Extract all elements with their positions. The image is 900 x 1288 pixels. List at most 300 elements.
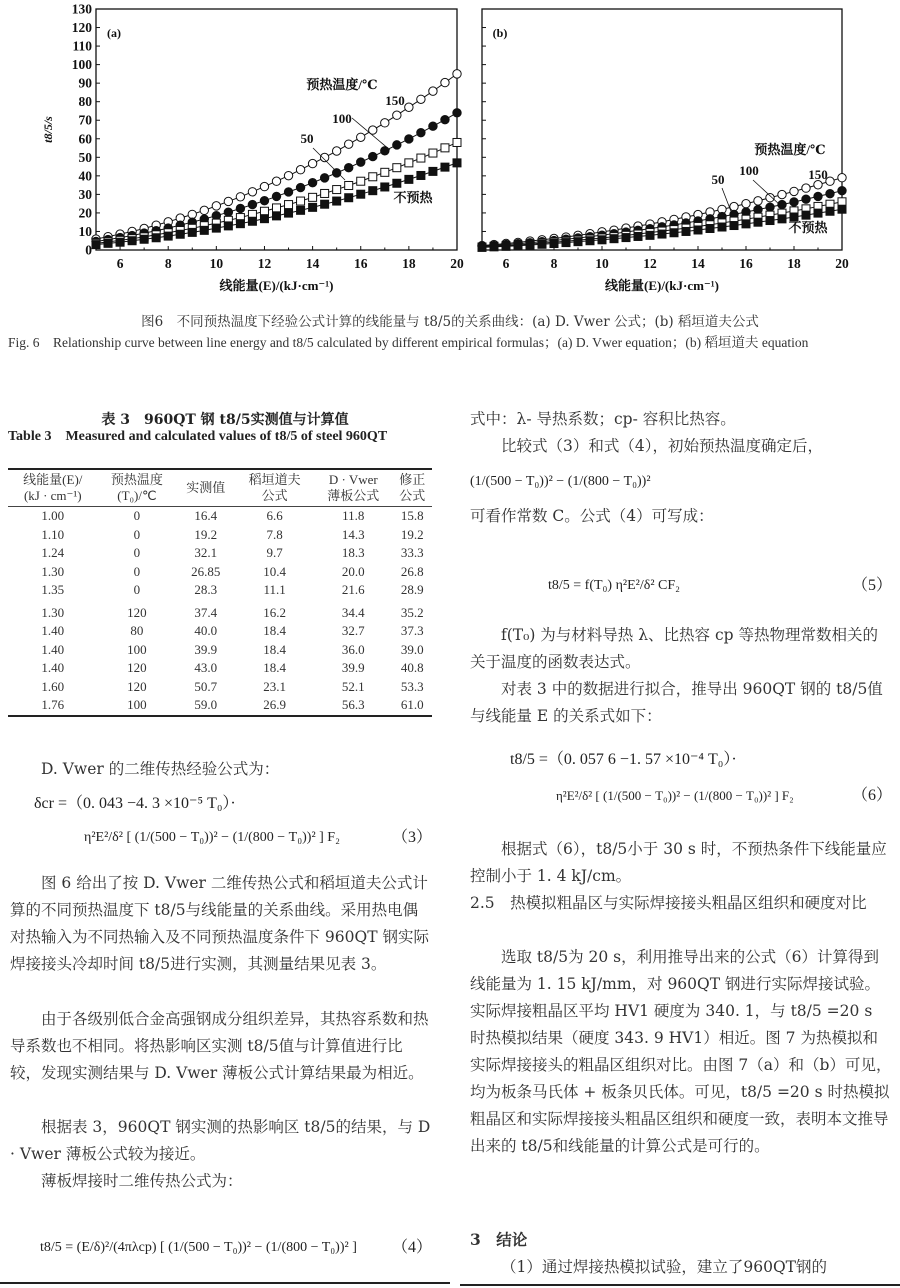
data-point xyxy=(309,193,317,201)
table-header-cell xyxy=(98,469,177,507)
x-axis-label: 线能量(E)/(kJ·cm⁻¹) xyxy=(604,278,720,293)
data-point xyxy=(381,168,389,176)
data-point xyxy=(260,215,268,223)
x-tick-label: 6 xyxy=(502,256,510,271)
data-point xyxy=(381,183,389,191)
table-cell: 0 xyxy=(133,563,141,579)
table-cell: 14.3 xyxy=(341,526,365,542)
data-point xyxy=(284,171,292,179)
data-point xyxy=(766,194,774,202)
table-row xyxy=(8,526,432,545)
data-point xyxy=(802,211,810,219)
column-divider-left xyxy=(0,1282,450,1284)
chart-a xyxy=(0,0,470,300)
y-tick-label: 0 xyxy=(85,242,92,258)
table-cell: 9.7 xyxy=(266,545,283,560)
data-point xyxy=(248,217,256,225)
section-2-5-heading: 2.5 热模拟粗晶区与实际焊接接头粗晶区组织和硬度对比 xyxy=(470,894,867,912)
data-point xyxy=(598,236,606,244)
data-point xyxy=(405,159,413,167)
series-annotation: 150 xyxy=(385,93,405,108)
table-cell: 21.6 xyxy=(341,582,365,597)
data-point xyxy=(212,224,220,232)
x-tick-label: 8 xyxy=(550,256,558,271)
data-point xyxy=(405,135,413,143)
table-cell: 0 xyxy=(133,582,141,597)
paragraph-f-t0: f(T₀) 为与材料导热 λ、比热容 cp 等热物理常数相关的关于温度的函数表达式。 xyxy=(470,626,879,671)
table-header-text: 预热温度 xyxy=(110,472,163,487)
data-point xyxy=(332,147,340,155)
data-point xyxy=(417,154,425,162)
data-point xyxy=(838,174,846,182)
table-row xyxy=(8,600,432,623)
data-point xyxy=(284,188,292,196)
data-point xyxy=(345,163,353,171)
table-cell: 43.0 xyxy=(194,660,218,675)
data-point xyxy=(272,192,280,200)
table-cell: 0 xyxy=(133,508,141,523)
data-point xyxy=(718,223,726,231)
data-point xyxy=(273,212,281,220)
y-tick-label: 20 xyxy=(78,205,92,221)
data-point xyxy=(742,199,750,207)
data-point xyxy=(393,141,401,149)
data-point xyxy=(273,204,281,212)
table-header-text: (T₀)/℃ xyxy=(117,488,157,503)
data-point xyxy=(321,200,329,208)
table-header-text: D · Vwer xyxy=(328,472,378,487)
data-point xyxy=(285,209,293,217)
table-cell: 39.9 xyxy=(194,641,218,657)
table-cell: 80 xyxy=(130,623,144,638)
table-title-en: Table 3 Measured and calculated values of t8/5 of steel 960QT xyxy=(8,429,388,444)
legend-title: 预热温度/℃ xyxy=(306,77,378,92)
y-tick-label: 70 xyxy=(78,112,92,128)
data-point xyxy=(285,201,293,209)
data-point xyxy=(754,205,762,213)
data-point xyxy=(393,164,401,172)
data-point xyxy=(814,192,822,200)
table-row xyxy=(8,659,432,678)
data-point xyxy=(802,195,810,203)
data-point xyxy=(754,218,762,226)
table-cell: 39.0 xyxy=(400,641,424,657)
series-annotation: 不预热 xyxy=(788,220,828,235)
data-point xyxy=(236,204,244,212)
data-point xyxy=(838,205,846,213)
data-point xyxy=(478,243,486,251)
table-cell: 50.7 xyxy=(194,678,218,694)
data-point xyxy=(514,242,522,250)
table-cell: 56.3 xyxy=(314,696,393,716)
paragraph-table3-result: 根据表 3，960QT 钢实测的热影响区 t8/5的结果，与 D · Vwer 薄板公式较为接近。 xyxy=(10,1118,431,1163)
data-point xyxy=(140,235,148,243)
data-point xyxy=(320,174,328,182)
x-tick-label: 16 xyxy=(739,256,753,271)
table-cell: 1.10 xyxy=(41,526,65,542)
series-annotation: 150 xyxy=(808,167,828,182)
data-point xyxy=(622,234,630,242)
table-cell: 37.3 xyxy=(400,623,424,638)
data-point xyxy=(92,241,100,249)
expression-constant-c: (1/(500 − T₀))² − (1/(800 − T₀))² xyxy=(470,474,651,489)
table-cell: 100 xyxy=(127,641,147,657)
table-header-cell xyxy=(314,469,393,507)
data-point xyxy=(670,229,678,237)
data-point xyxy=(586,237,594,245)
table-cell: 1.24 xyxy=(41,545,65,560)
series-annotation: 50 xyxy=(711,172,725,187)
table-header-text: 公式 xyxy=(261,488,288,503)
data-point xyxy=(260,182,268,190)
table-header-text: 公式 xyxy=(399,488,426,503)
equation-3-line1: δcr =（0. 043 −4. 3 ×10⁻⁵ T₀）· xyxy=(34,795,236,812)
data-point xyxy=(742,220,750,228)
x-tick-label: 18 xyxy=(402,256,416,271)
data-point xyxy=(706,224,714,232)
table-cell: 33.3 xyxy=(400,545,424,560)
data-point xyxy=(490,243,498,251)
y-tick-label: 50 xyxy=(78,149,92,165)
y-tick-label: 60 xyxy=(78,131,92,147)
table-header-text: 修正 xyxy=(399,472,426,487)
table-row xyxy=(8,581,432,600)
table-cell: 19.2 xyxy=(194,526,218,542)
table-cell: 120 xyxy=(127,678,147,694)
data-point xyxy=(393,111,401,119)
table-cell: 1.00 xyxy=(41,508,65,523)
data-point xyxy=(308,159,316,167)
y-axis-label: t8/5/s xyxy=(41,116,55,143)
table-cell: 35.2 xyxy=(400,604,424,620)
table-cell: 18.3 xyxy=(341,545,365,560)
legend-title: 预热温度/℃ xyxy=(754,142,826,157)
paragraph-symbols: 式中：λ- 导热系数；cp- 容积比热容。 xyxy=(470,410,736,428)
table-cell: 26.9 xyxy=(235,696,314,716)
data-point xyxy=(188,210,196,218)
table-row xyxy=(8,622,432,641)
data-point xyxy=(682,227,690,235)
data-point xyxy=(646,231,654,239)
table-header-text: 薄板公式 xyxy=(327,488,380,503)
table-row xyxy=(8,544,432,563)
data-point xyxy=(260,207,268,215)
data-point xyxy=(838,186,846,194)
section-3-heading: 3 结论 xyxy=(470,1230,528,1249)
table-row xyxy=(8,563,432,582)
data-point xyxy=(308,179,316,187)
equation-3 xyxy=(84,818,432,858)
equation-4-body: t8/5 = (E/δ)²/(4πλcp) [ (1/(500 − T₀))² − (1/(800 − T₀))² ] xyxy=(40,1240,357,1255)
data-point xyxy=(272,177,280,185)
table-header-text: 实测值 xyxy=(186,480,226,495)
table-cell: 11.1 xyxy=(263,582,286,597)
series-annotation: 100 xyxy=(332,111,352,126)
x-tick-label: 20 xyxy=(450,256,464,271)
table-cell: 18.4 xyxy=(263,660,286,675)
data-point xyxy=(405,175,413,183)
x-tick-label: 14 xyxy=(305,256,320,271)
table-row xyxy=(8,507,432,526)
data-point xyxy=(332,169,340,177)
data-point xyxy=(321,189,329,197)
equation-3-number: （3） xyxy=(391,829,432,846)
data-point xyxy=(417,171,425,179)
data-point xyxy=(297,197,305,205)
x-tick-label: 6 xyxy=(116,256,124,271)
table-cell: 1.40 xyxy=(41,641,65,657)
table-cell: 6.6 xyxy=(266,508,283,523)
paragraph-compare-eq: 比较式（3）和式（4），初始预热温度确定后， xyxy=(501,437,823,455)
equation-6 xyxy=(556,776,892,816)
paragraph-thin-plate: 薄板焊接时二维传热公式为： xyxy=(41,1172,243,1190)
data-point xyxy=(369,152,377,160)
y-tick-label: 100 xyxy=(71,57,92,73)
equation-5-number: （5） xyxy=(851,577,892,594)
data-point xyxy=(248,200,256,208)
table-cell: 18.4 xyxy=(263,641,286,657)
table-cell: 1.76 xyxy=(8,696,98,716)
paragraph-experiment: 选取 t8/5为 20 s，利用推导出来的公式（6）计算得到线能量为 1. 15 kJ/mm，对 960QT 钢进行实际焊接试验。实际焊接粗晶区平均 HV1 硬度为 340. 1，与 t8/5 =20 s 时热模拟结果（硬度 343. 9 HV1）相近。图 7 为热模拟和实际焊接接头的粗晶区组织对比。由图 7（a）和（b）可见，均为板条马氏体 + 板条贝氏体。可见，t8/5 =20 s 时热模拟粗晶区和实际焊接接头粗晶区组织和硬度一致，表明本文推导出来的 t8/5和线能量的计算公式是可行的。 xyxy=(470,948,892,1155)
table-header-cell xyxy=(393,469,432,507)
equation-4 xyxy=(40,1228,432,1268)
table-3 xyxy=(8,468,432,717)
data-point xyxy=(538,240,546,248)
table-cell: 28.3 xyxy=(194,582,218,597)
equation-6-number: （6） xyxy=(851,787,892,804)
panel-label: (a) xyxy=(107,26,121,40)
data-point xyxy=(357,190,365,198)
data-point xyxy=(116,238,124,246)
table-cell: 16.2 xyxy=(263,604,286,620)
table-cell: 7.8 xyxy=(266,526,283,542)
x-tick-label: 18 xyxy=(787,256,801,271)
table-cell: 16.4 xyxy=(194,508,218,523)
panel-label: (b) xyxy=(492,26,508,40)
equation-5 xyxy=(548,566,892,606)
table-cell: 19.2 xyxy=(400,526,424,542)
x-tick-label: 14 xyxy=(691,256,705,271)
table-cell: 40.0 xyxy=(194,623,218,638)
table-cell: 39.9 xyxy=(341,660,365,675)
data-point xyxy=(790,187,798,195)
table-cell: 120 xyxy=(127,604,147,620)
data-point xyxy=(429,167,437,175)
data-point xyxy=(333,197,341,205)
table-cell: 100 xyxy=(98,696,177,716)
data-point xyxy=(393,179,401,187)
data-point xyxy=(574,238,582,246)
table-cell: 1.30 xyxy=(41,563,65,579)
table-cell: 37.4 xyxy=(194,604,218,620)
data-point xyxy=(369,173,377,181)
table-row xyxy=(8,696,432,716)
table-title-cn: 表 3 960QT 钢 t8/5实测值与计算值 xyxy=(101,412,349,428)
x-tick-label: 12 xyxy=(643,256,657,271)
data-point xyxy=(152,234,160,242)
paragraph-conclusion-1: （1）通过焊接热模拟试验，建立了960QT钢的 xyxy=(501,1258,827,1276)
table-cell: 28.9 xyxy=(400,582,424,597)
data-point xyxy=(224,197,232,205)
y-tick-label: 130 xyxy=(71,1,92,17)
chart-b xyxy=(460,0,900,300)
data-point xyxy=(502,242,510,250)
table-cell: 20.0 xyxy=(341,563,365,579)
table-cell: 11.8 xyxy=(342,508,365,523)
data-point xyxy=(658,230,666,238)
x-tick-label: 12 xyxy=(257,256,272,271)
table-cell: 1.30 xyxy=(41,604,65,620)
data-point xyxy=(766,203,774,211)
table-cell: 23.1 xyxy=(263,678,286,694)
data-point xyxy=(814,209,822,217)
data-point xyxy=(441,163,449,171)
data-point xyxy=(826,189,834,197)
data-point xyxy=(248,188,256,196)
data-point xyxy=(236,220,244,228)
data-point xyxy=(778,190,786,198)
equation-6-line2: η²E²/δ² [ (1/(500 − T₀))² − (1/(800 − T₀))² ] F₂ xyxy=(556,788,794,803)
data-point xyxy=(164,232,172,240)
data-point xyxy=(200,206,208,214)
table-cell: 0 xyxy=(133,545,141,560)
table-row xyxy=(8,641,432,660)
data-point xyxy=(634,232,642,240)
data-point xyxy=(357,133,365,141)
data-point xyxy=(526,241,534,249)
table-header-text: (kJ · cm⁻¹) xyxy=(23,488,82,503)
data-point xyxy=(224,208,232,216)
table-cell: 32.7 xyxy=(341,623,365,638)
data-point xyxy=(826,207,834,215)
table-cell: 18.4 xyxy=(263,623,286,638)
data-point xyxy=(441,78,449,86)
table-header-text: 线能量(E)/ xyxy=(23,472,83,487)
paragraph-fitting: 对表 3 中的数据进行拟合，推导出 960QT 钢的 t8/5值与线能量 E 的关系式如下： xyxy=(470,680,883,725)
data-point xyxy=(381,119,389,127)
figure-caption-cn: 图6 不同预热温度下经验公式计算的线能量与 t8/5的关系曲线：(a) D. Vwer 公式；(b) 稻垣道夫公式 xyxy=(141,314,759,330)
table-cell: 1.40 xyxy=(41,623,65,638)
data-point xyxy=(369,187,377,195)
data-point xyxy=(176,230,184,238)
figure-caption-en: Fig. 6 Relationship curve between line energy and t8/5 calculated by different empirical formulas；(a) D. Vwer equation；(b) 稻垣道夫 equation xyxy=(8,335,809,350)
data-point xyxy=(296,183,304,191)
x-tick-label: 10 xyxy=(209,256,224,271)
data-point xyxy=(562,239,570,247)
table-header-cell xyxy=(176,469,235,507)
table-row xyxy=(8,678,432,697)
series-annotation: 50 xyxy=(300,131,314,146)
equation-3-line2: η²E²/δ² [ (1/(500 − T₀))² − (1/(800 − T₀))² ] F₂ xyxy=(84,830,340,845)
data-point xyxy=(212,202,220,210)
table-cell: 34.4 xyxy=(341,604,365,620)
x-tick-label: 8 xyxy=(164,256,172,271)
x-axis-label: 线能量(E)/(kJ·cm⁻¹) xyxy=(219,278,334,293)
table-cell: 52.1 xyxy=(341,678,365,694)
data-point xyxy=(754,197,762,205)
series-annotation: 不预热 xyxy=(393,190,433,205)
data-point xyxy=(694,226,702,234)
paragraph-eq6-result: 根据式（6），t8/5小于 30 s 时，不预热条件下线能量应控制小于 1. 4 kJ/cm。 xyxy=(470,840,887,885)
data-point xyxy=(345,140,353,148)
data-point xyxy=(333,186,341,194)
table-cell: 40.8 xyxy=(400,660,424,675)
data-point xyxy=(441,115,449,123)
data-point xyxy=(417,95,425,103)
table-cell: 10.4 xyxy=(263,563,286,579)
data-point xyxy=(838,198,846,206)
table-cell: 1.60 xyxy=(41,678,65,694)
data-point xyxy=(357,158,365,166)
plot-frame xyxy=(482,9,842,250)
equation-6-line1: t8/5 =（0. 057 6 −1. 57 ×10⁻⁴ T₀）· xyxy=(510,751,737,768)
data-point xyxy=(790,198,798,206)
table-header-row xyxy=(8,469,432,507)
data-point xyxy=(188,228,196,236)
data-point xyxy=(345,194,353,202)
table-cell: 120 xyxy=(127,660,147,675)
data-point xyxy=(610,235,618,243)
data-point xyxy=(200,226,208,234)
equation-4-number: （4） xyxy=(391,1239,432,1256)
y-tick-label: 80 xyxy=(78,94,92,110)
data-point xyxy=(778,215,786,223)
data-point xyxy=(357,177,365,185)
data-point xyxy=(309,203,317,211)
data-point xyxy=(128,237,136,245)
y-tick-label: 40 xyxy=(78,168,92,184)
data-point xyxy=(429,149,437,157)
table-header-cell xyxy=(235,469,314,507)
paragraph-comparison: 由于各级别低合金高强钢成分组织差异，其热容系数和热导系数也不相同。将热影响区实测 t8/5值与计算值进行比较，发现实测结果与 D. Vwer 薄板公式计算结果最为相近。 xyxy=(10,1010,429,1082)
table-cell: 1.40 xyxy=(41,660,65,675)
data-point xyxy=(260,196,268,204)
x-tick-label: 10 xyxy=(595,256,609,271)
data-point xyxy=(730,222,738,230)
y-tick-label: 120 xyxy=(71,20,92,36)
table-cell: 26.8 xyxy=(400,563,424,579)
data-point xyxy=(320,153,328,161)
paragraph-fig6-desc: 图 6 给出了按 D. Vwer 二维传热公式和稻垣道夫公式计算的不同预热温度下 t8/5与线能量的关系曲线。采用热电偶对热输入为不同热输入及不同预热温度条件下 960QT 钢实际焊接接头冷却时间 t8/5进行实测，其测量结果见表 3。 xyxy=(10,874,429,973)
table-cell: 26.85 xyxy=(191,563,221,579)
table-cell: 59.0 xyxy=(176,696,235,716)
data-point xyxy=(417,128,425,136)
paragraph-dvwer-intro: D. Vwer 的二维传热经验公式为： xyxy=(41,760,280,778)
y-tick-label: 30 xyxy=(78,186,92,202)
data-point xyxy=(236,193,244,201)
data-point xyxy=(802,184,810,192)
data-point xyxy=(429,122,437,130)
paragraph-constant-c: 可看作常数 C。公式（4）可写成： xyxy=(470,507,714,525)
data-point xyxy=(405,103,413,111)
table-header-cell xyxy=(8,469,98,507)
table-cell: 1.35 xyxy=(41,582,65,597)
table-cell: 15.8 xyxy=(400,508,424,523)
x-tick-label: 16 xyxy=(353,256,368,271)
series-annotation: 100 xyxy=(739,163,759,178)
table-cell: 61.0 xyxy=(393,696,432,716)
data-point xyxy=(104,239,112,247)
data-point xyxy=(296,166,304,174)
x-tick-label: 20 xyxy=(835,256,849,271)
data-point xyxy=(766,217,774,225)
y-tick-label: 110 xyxy=(72,38,92,54)
data-point xyxy=(441,144,449,152)
table-cell: 0 xyxy=(133,526,141,542)
data-point xyxy=(429,87,437,95)
table-cell: 53.3 xyxy=(400,678,424,694)
table-cell: 36.0 xyxy=(341,641,365,657)
